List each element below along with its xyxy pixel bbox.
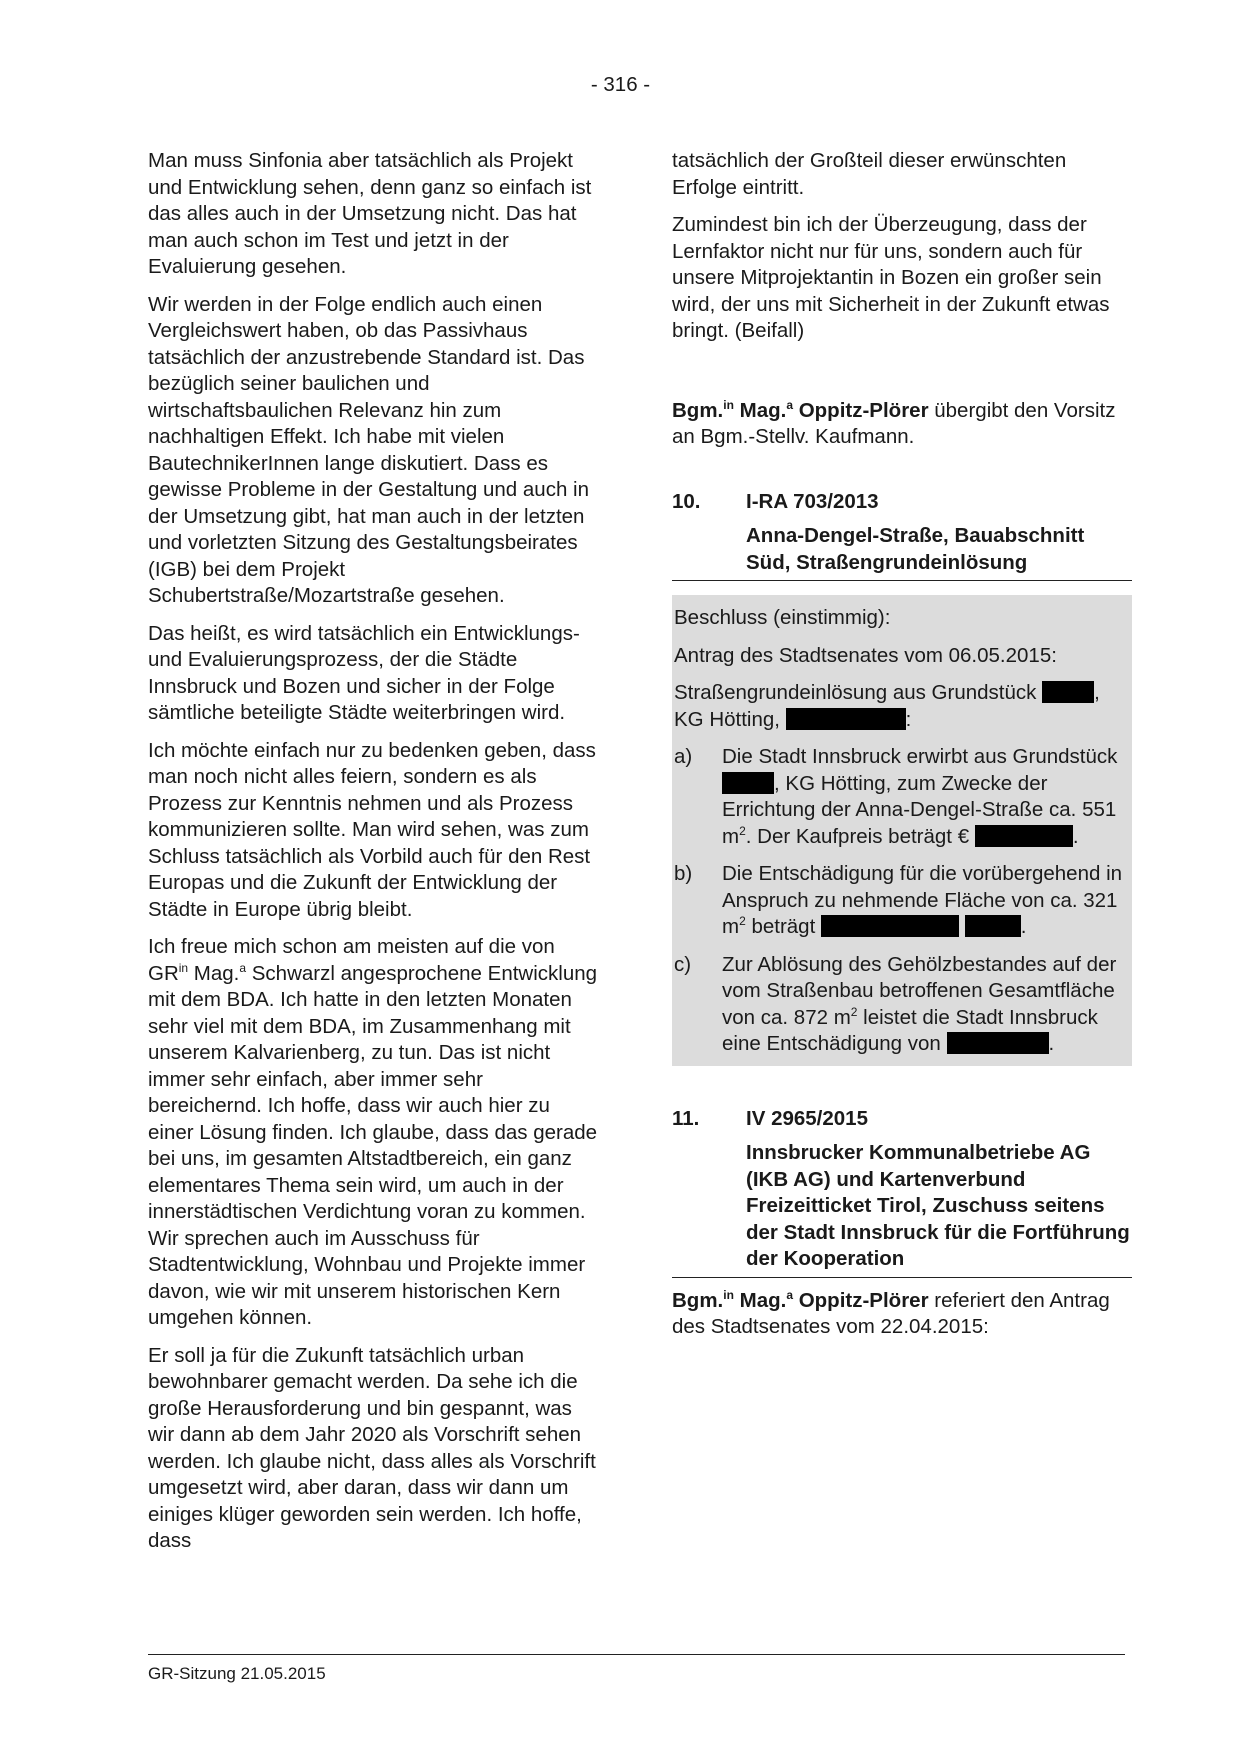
paragraph — [148, 934, 598, 1332]
paragraph: Das heißt, es wird tatsächlich ein Entwicklungs- und Evaluierungsprozess, der die Städte Innsbruck und Bozen und sicher in der Folge sämtliche beteiligte Städte weiterbringen wird. — [148, 621, 580, 724]
redaction — [947, 1032, 1049, 1054]
item-subject: Anna-Dengel-Straße, Bauabschnitt Süd, Straßengrundeinlösung — [746, 524, 1085, 574]
text: . Der Kaufpreis beträgt € — [745, 824, 975, 848]
redaction — [965, 915, 1021, 937]
list-item — [674, 952, 1132, 1058]
right-column — [672, 148, 1132, 1352]
item-reference: I-RA 703/2013 — [746, 489, 879, 513]
title: Mag. — [733, 398, 787, 422]
motion-date: Antrag des Stadtsenates vom 06.05.2015: — [674, 643, 1057, 667]
title: Mag. — [733, 1288, 787, 1312]
superscript: in — [723, 1287, 734, 1302]
footer: GR-Sitzung 21.05.2015 — [148, 1664, 326, 1683]
item-label: a) — [674, 745, 693, 768]
item-reference: IV 2965/2015 — [746, 1106, 868, 1130]
speaker-name: Oppitz-Plörer — [793, 1288, 929, 1312]
page-number: - 316 - — [590, 73, 651, 96]
list-item — [674, 744, 1132, 850]
superscript: in — [178, 960, 189, 975]
text: Die Entschädigung für die vorübergehend in Anspruch zu nehmende Fläche von ca. 321 m — [722, 862, 1123, 938]
superscript: a — [786, 397, 794, 412]
resolution-intro — [674, 680, 1132, 733]
redaction — [821, 915, 959, 937]
title: Bgm. — [672, 398, 724, 422]
footer-divider — [148, 1654, 1125, 1655]
agenda-item-11 — [672, 1106, 1132, 1133]
item-text — [722, 861, 1132, 941]
speaker-note — [672, 1288, 1132, 1341]
item-number: 11. — [672, 1106, 700, 1130]
paragraph: Man muss Sinfonia aber tatsächlich als Projekt und Entwicklung sehen, denn ganz so einfach ist das alles auch in der Umsetzung nicht. Das hat man auch schon im Test und jetzt in der Evaluierung gesehen. — [148, 149, 592, 278]
superscript: a — [239, 960, 247, 975]
list-item — [674, 861, 1132, 941]
handover-note — [672, 398, 1132, 451]
resolution-status: Beschluss (einstimmig): — [674, 606, 891, 629]
text: Ich freue mich schon am meisten auf die von GR — [148, 935, 555, 985]
superscript: 2 — [739, 914, 746, 928]
redaction — [975, 825, 1073, 847]
speaker-name: Oppitz-Plörer — [793, 398, 929, 422]
superscript: a — [786, 1287, 794, 1302]
text: . — [1020, 915, 1027, 938]
agenda-item-10 — [672, 489, 1132, 516]
item-label: b) — [674, 862, 693, 885]
divider — [672, 1277, 1132, 1278]
text: Straßengrundeinlösung aus Grundstück — [674, 681, 1043, 704]
paragraph: Wir werden in der Folge endlich auch einen Vergleichswert haben, ob das Passivhaus tatsächlich der anzustrebende Standard ist. Das bezüglich seiner baulichen und wirtschaftsbaulichen Relevanz hin zum nachhaltigen Effekt. Ich habe mit vielen BautechnikerInnen lange diskutiert. Dass es gewisse Probleme in der Gestaltung und auch in der Umsetzung gibt, hat man auch in der letzten und vorletzten Sitzung des Gestaltungsbeirates (IGB) bei dem Projekt Schubertstraße/Mozartstraße gesehen. — [148, 292, 590, 607]
paragraph: Zumindest bin ich der Überzeugung, dass der Lernfaktor nicht nur für uns, sondern auch für unsere Mitprojektantin in Bozen ein großer sein wird, der uns mit Sicherheit in der Zukunft etwas bringt. (Beifall) — [672, 213, 1110, 342]
text: beträgt — [745, 915, 821, 938]
redaction — [722, 772, 774, 794]
text: leistet die Stadt Innsbruck eine Entschädigung von — [722, 1005, 1098, 1055]
text: Zur Ablösung des Gehölzbestandes auf der vom Straßenbau betroffenen Gesamtfläche von ca. 872 m — [722, 952, 1117, 1029]
paragraph: tatsächlich der Großteil dieser erwünschten Erfolge eintritt. — [672, 149, 1067, 199]
item-text — [722, 952, 1132, 1058]
text: Mag. — [188, 961, 240, 985]
left-column — [148, 148, 598, 1566]
text: referiert den Antrag des Stadtsenates vom 22.04.2015: — [672, 1288, 1110, 1338]
superscript: in — [723, 397, 734, 412]
superscript: 2 — [739, 823, 746, 838]
item-label: c) — [674, 952, 692, 976]
text: : — [905, 707, 912, 731]
resolution-box — [672, 595, 1132, 1066]
text: Die Stadt Innsbruck erwirbt aus Grundstück — [722, 745, 1118, 768]
redaction — [786, 708, 906, 730]
text: übergibt den Vorsitz an Bgm.-Stellv. Kaufmann. — [672, 398, 1116, 448]
superscript: 2 — [850, 1004, 858, 1019]
redaction — [1042, 681, 1094, 703]
item-text — [722, 744, 1132, 850]
text: . — [1072, 824, 1079, 848]
item-subject: Innsbrucker Kommunalbetriebe AG (IKB AG) und Kartenverbund Freizeitticket Tirol, Zuschuss seitens der Stadt Innsbruck für die Fortführung der Kooperation — [746, 1141, 1130, 1270]
divider — [672, 580, 1132, 581]
text: Schwarzl angesprochene Entwicklung mit dem BDA. Ich hatte in den letzten Monaten sehr viel mit dem BDA, im Zusammenhang mit unserem Kalvarienberg, zu tun. Das ist nicht immer sehr einfach, aber immer sehr bereichernd. Ich hoffe, dass wir auch hier zu einer Lösung finden. Ich glaube, dass das gerade bei uns, im gesamten Altstadtbereich, ein ganz elementares Thema sein wird, um auch in der innerstädtischen Verdichtung voran zu kommen. Wir sprechen auch im Ausschuss für Stadtentwicklung, Wohnbau und Projekte immer davon, wie wir mit unserem historischen Kern umgehen können. — [148, 961, 598, 1329]
text: , KG Hötting, zum Zwecke der Errichtung der Anna-Dengel-Straße ca. 551 m — [722, 771, 1117, 848]
item-number: 10. — [672, 489, 701, 513]
text: , KG Hötting, — [674, 681, 1100, 731]
paragraph: Ich möchte einfach nur zu bedenken geben, dass man noch nicht alles feiern, sondern es als Prozess zur Kenntnis nehmen und als Prozess kommunizieren sollte. Man wird sehen, was zum Schluss tatsächlich als Vorbild auch für den Rest Europas und die Zukunft der Entwicklung der Städte in Europe übrig bleibt. — [148, 738, 596, 921]
title: Bgm. — [672, 1288, 724, 1312]
text: . — [1048, 1032, 1055, 1055]
paragraph: Er soll ja für die Zukunft tatsächlich urban bewohnbarer gemacht werden. Da sehe ich die große Herausforderung und bin gespannt, was wir dann ab dem Jahr 2020 als Vorschrift sehen werden. Ich glaube nicht, dass alles als Vorschrift umgesetzt wird, aber daran, dass wir dann um einiges klüger geworden sein werden. Ich hoffe, dass — [148, 1343, 596, 1552]
